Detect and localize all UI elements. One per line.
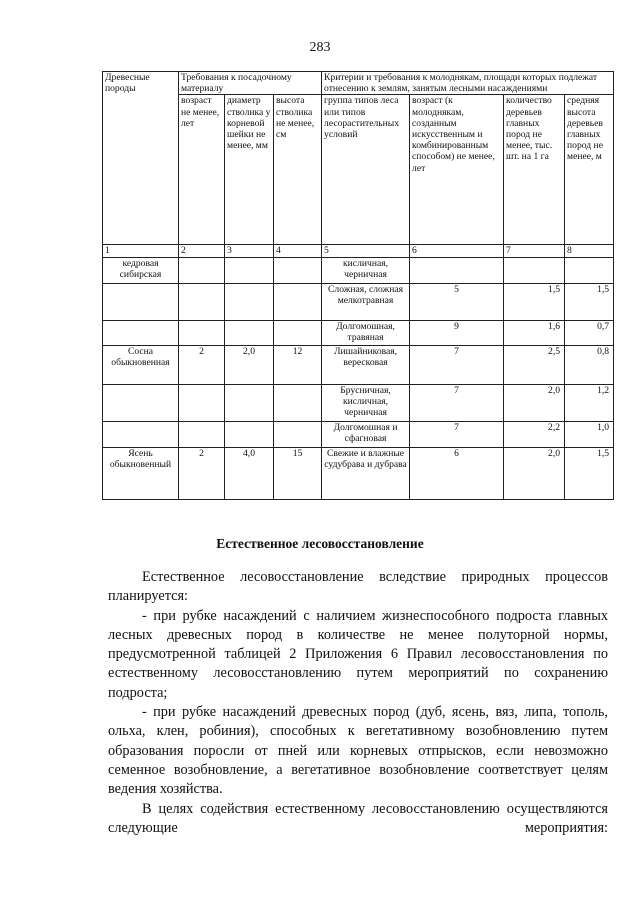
header-diameter: диаметр стволика у корневой шейки не менее, мм (225, 95, 274, 245)
column-number: 1 (103, 245, 179, 257)
tree-count-cell: 1,5 (504, 283, 565, 320)
forest-type-cell: Лишайниковая, вересковая (322, 345, 410, 384)
diameter-cell: 2,0 (225, 345, 274, 384)
diameter-cell (225, 320, 274, 345)
table-row (103, 447, 614, 499)
section-title: Естественное лесовосстановление (216, 536, 424, 551)
young-age-cell: 6 (410, 447, 504, 499)
age-cell (179, 421, 225, 447)
tree-count-cell: 1,6 (504, 320, 565, 345)
young-age-cell: 9 (410, 320, 504, 345)
species-cell: Сосна обыкновенная (103, 345, 179, 384)
age-cell: 2 (179, 345, 225, 384)
diameter-cell (225, 421, 274, 447)
height-cell (274, 421, 322, 447)
height-cell (274, 283, 322, 320)
table-row (103, 257, 614, 283)
header-tree-count: количество деревьев главных пород не менее, тыс. шт. на 1 га (504, 95, 565, 245)
column-number-row (103, 245, 614, 257)
header-young-stand-criteria: Критерии и требования к молоднякам, площади которых подлежат отнесению к землям, занятым лесными насаждениями (322, 72, 614, 95)
header-average-height: средняя высота деревьев главных пород не менее, м (565, 95, 614, 245)
column-number: 7 (504, 245, 565, 257)
average-height-cell: 1,0 (565, 421, 614, 447)
species-cell (103, 384, 179, 421)
species-cell: кедровая сибирская (103, 257, 179, 283)
age-cell (179, 257, 225, 283)
forest-type-cell: Сложная, сложная мелкотравная (322, 283, 410, 320)
paragraph: - при рубке насаждений с наличием жизнеспособного подроста главных лесных древесных пород в количестве не менее полуторной нормы, предусмотренной таблицей 2 Приложения 6 Правил лесовосстановления по естественному лесовосстановлению путем мероприятий по сохранению подроста; (108, 607, 608, 701)
table-row (103, 421, 614, 447)
young-age-cell: 7 (410, 345, 504, 384)
tree-count-cell: 2,0 (504, 384, 565, 421)
header-height: высота стволика не менее, см (274, 95, 322, 245)
height-cell: 15 (274, 447, 322, 499)
body-text (108, 568, 608, 838)
column-number: 3 (225, 245, 274, 257)
column-number: 4 (274, 245, 322, 257)
tree-count-cell (504, 257, 565, 283)
young-age-cell: 5 (410, 283, 504, 320)
forest-type-cell: кисличная, черничная (322, 257, 410, 283)
average-height-cell: 1,2 (565, 384, 614, 421)
diameter-cell (225, 283, 274, 320)
height-cell (274, 320, 322, 345)
header-row-columns (103, 95, 614, 245)
column-number: 6 (410, 245, 504, 257)
page-number: 283 (309, 40, 331, 55)
height-cell (274, 384, 322, 421)
column-number: 2 (179, 245, 225, 257)
age-cell: 2 (179, 447, 225, 499)
species-cell (103, 421, 179, 447)
header-planting-requirements: Требования к посадочному материалу (179, 72, 322, 95)
table-row (103, 320, 614, 345)
average-height-cell (565, 257, 614, 283)
forest-type-cell: Свежие и влажные судубрава и дубрава (322, 447, 410, 499)
table-row (103, 384, 614, 421)
diameter-cell: 4,0 (225, 447, 274, 499)
average-height-cell: 1,5 (565, 283, 614, 320)
young-age-cell: 7 (410, 384, 504, 421)
column-number: 8 (565, 245, 614, 257)
average-height-cell: 0,7 (565, 320, 614, 345)
paragraph: - при рубке насаждений древесных пород (дуб, ясень, вяз, липа, тополь, ольха, клен, робиния), способных к вегетативному возобновлению путем образования поросли от пней или корневых отпрысков, если невозможно семенное возобновление, а вегетативное возобновление соответствует целям ведения хозяйства. (108, 704, 608, 798)
species-cell (103, 283, 179, 320)
header-young-age: возраст (к молоднякам, созданным искусственным и комбинированным способом) не менее, лет (410, 95, 504, 245)
average-height-cell: 1,5 (565, 447, 614, 499)
age-cell (179, 384, 225, 421)
tree-count-cell: 2,0 (504, 447, 565, 499)
diameter-cell (225, 384, 274, 421)
table-row (103, 283, 614, 320)
forest-type-cell: Долгомошная и сфагновая (322, 421, 410, 447)
species-cell (103, 320, 179, 345)
header-species: Древесные породы (103, 72, 179, 245)
forest-requirements-table (102, 71, 614, 500)
height-cell: 12 (274, 345, 322, 384)
forest-type-cell: Брусничная, кисличная, черничная (322, 384, 410, 421)
paragraph: Естественное лесовосстановление вследствие природных процессов планируется: (108, 569, 608, 605)
age-cell (179, 283, 225, 320)
column-number: 5 (322, 245, 410, 257)
table-row (103, 345, 614, 384)
diameter-cell (225, 257, 274, 283)
forest-type-cell: Долгомошная, травяная (322, 320, 410, 345)
young-age-cell (410, 257, 504, 283)
species-cell: Ясень обыкновенный (103, 447, 179, 499)
young-age-cell: 7 (410, 421, 504, 447)
header-forest-type: группа типов леса или типов лесорастительных условий (322, 95, 410, 245)
tree-count-cell: 2,2 (504, 421, 565, 447)
tree-count-cell: 2,5 (504, 345, 565, 384)
header-age: возраст не менее, лет (179, 95, 225, 245)
age-cell (179, 320, 225, 345)
average-height-cell: 0,8 (565, 345, 614, 384)
paragraph: В целях содействия естественному лесовосстановлению осуществляются следующие мероприятия: (108, 800, 608, 836)
height-cell (274, 257, 322, 283)
header-row-groups (103, 72, 614, 95)
